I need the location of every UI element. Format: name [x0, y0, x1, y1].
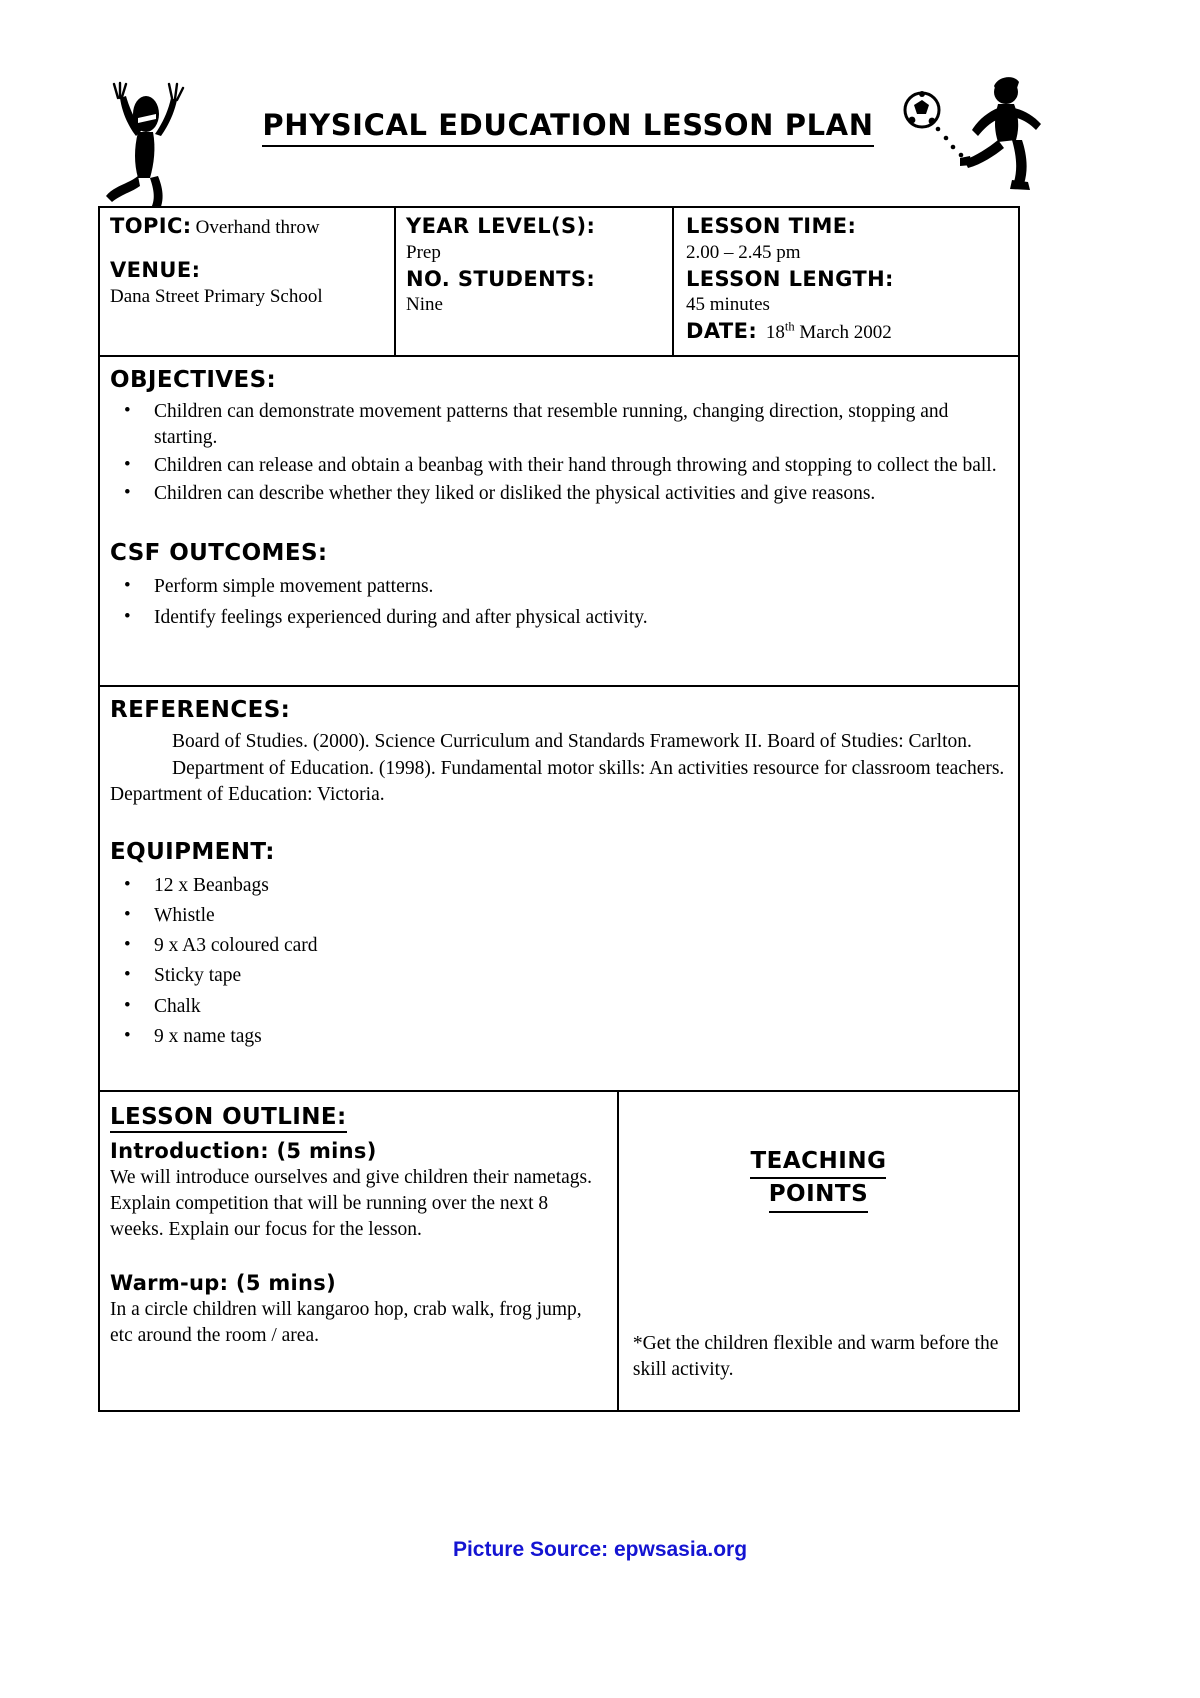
venue-label: VENUE:	[110, 257, 201, 282]
lesson-length-label-wrap	[686, 267, 1008, 292]
no-students-label: NO. STUDENTS:	[406, 266, 596, 291]
equipment-heading: EQUIPMENT:	[110, 838, 275, 865]
page-title	[258, 110, 878, 147]
no-students-value: Nine	[406, 294, 443, 316]
list-item: • 12 x Beanbags	[110, 871, 1008, 901]
topic-field	[110, 214, 384, 240]
teaching-points-heading-line1: TEACHING	[750, 1146, 886, 1179]
spacer	[110, 246, 384, 258]
equipment-list	[110, 871, 1008, 1052]
reference-entry: Board of Studies. (2000). Science Curriculum and Standards Framework II. Board of Studies: Carlton.	[172, 730, 972, 752]
year-level-label-wrap	[406, 214, 662, 239]
date-suffix: th	[784, 319, 795, 334]
picture-source-footer: Picture Source: epwsasia.org	[452, 1538, 748, 1561]
lesson-outline-heading: LESSON OUTLINE:	[110, 1104, 347, 1133]
time-length-date-cell	[672, 208, 1018, 355]
spacer	[110, 637, 1008, 677]
list-item: • Children can describe whether they liked or disliked the physical activities and give reasons.	[110, 481, 1008, 507]
list-item: • 9 x name tags	[110, 1022, 1008, 1052]
objectives-row	[100, 355, 1018, 685]
venue-value-wrap	[110, 285, 384, 309]
csf-outcomes-list	[110, 572, 1008, 632]
jumping-child-icon	[98, 74, 208, 214]
spacer	[110, 1056, 1008, 1082]
outline-section-body: We will introduce ourselves and give children their nametags. Explain competition that will be running over the next 8 weeks. Explain our focus for the lesson.	[110, 1166, 592, 1240]
date-rest: March 2002	[794, 322, 892, 344]
teaching-points-cell	[617, 1092, 1018, 1410]
list-item: • Sticky tape	[110, 961, 1008, 991]
objectives-heading: OBJECTIVES:	[110, 366, 277, 393]
list-item: • Children can demonstrate movement patterns that resemble running, changing direction, stopping and starting.	[110, 399, 1008, 451]
objectives-cell	[100, 357, 1018, 685]
spacer	[110, 809, 1008, 835]
list-item: • Whistle	[110, 901, 1008, 931]
topic-value: Overhand throw	[195, 217, 320, 238]
references-equipment-row	[100, 685, 1018, 1090]
outline-section-title: Warm-up: (5 mins)	[110, 1270, 336, 1295]
lesson-outline-body	[110, 1100, 605, 1400]
spacer	[110, 510, 1008, 536]
references-equipment-cell	[100, 687, 1018, 1090]
outline-row	[100, 1090, 1018, 1410]
lesson-time-label-wrap	[686, 214, 1008, 239]
no-students-value-wrap	[406, 293, 662, 317]
outline-section-body: In a circle children will kangaroo hop, crab walk, frog jump, etc around the room / area.	[110, 1298, 582, 1346]
venue-label-wrap	[110, 258, 384, 283]
teaching-points-heading-line2: POINTS	[769, 1179, 868, 1212]
lesson-time-value-wrap	[686, 241, 1008, 265]
lesson-plan-table	[98, 206, 1020, 1412]
lesson-time-value: 2.00 – 2.45 pm	[686, 241, 801, 263]
lesson-length-value: 45 minutes	[686, 294, 770, 316]
info-row	[100, 208, 1018, 355]
references-heading: REFERENCES:	[110, 696, 291, 723]
year-level-value-wrap	[406, 241, 662, 265]
no-students-label-wrap	[406, 267, 662, 292]
teaching-points-note: *Get the children flexible and warm before the skill activity.	[632, 1332, 999, 1380]
lesson-length-label: LESSON LENGTH:	[686, 266, 894, 291]
teaching-points-heading	[633, 1146, 1004, 1213]
outline-section-title: Introduction: (5 mins)	[110, 1138, 377, 1163]
date-label: DATE:	[686, 319, 758, 344]
year-students-cell	[394, 208, 672, 355]
date-day: 18	[765, 322, 785, 344]
reference-entry: Department of Education. (1998). Fundamental motor skills: An activities resource for classroom teachers. Department of Education: Victoria.	[110, 757, 1005, 805]
lesson-outline-cell	[100, 1092, 617, 1410]
objectives-list	[110, 399, 1008, 507]
list-item: • Children can release and obtain a beanbag with their hand through throwing and stopping to collect the ball.	[110, 453, 1008, 479]
document-header	[98, 62, 1058, 202]
lesson-length-value-wrap	[686, 293, 1008, 317]
list-item: • Identify feelings experienced during and after physical activity.	[110, 603, 1008, 633]
list-item: • 9 x A3 coloured card	[110, 931, 1008, 961]
page-title-text: PHYSICAL EDUCATION LESSON PLAN	[262, 110, 873, 147]
soccer-kicker-icon	[898, 72, 1058, 202]
lesson-time-label: LESSON TIME:	[686, 214, 857, 238]
list-item: • Perform simple movement patterns.	[110, 572, 1008, 602]
topic-venue-cell	[100, 208, 394, 355]
csf-outcomes-heading: CSF OUTCOMES:	[110, 540, 328, 567]
date-value	[761, 319, 892, 344]
venue-value: Dana Street Primary School	[110, 285, 323, 307]
topic-label: TOPIC:	[110, 214, 192, 238]
date-field	[686, 319, 1008, 345]
year-level-label: YEAR LEVEL(S):	[406, 214, 596, 238]
list-item: • Chalk	[110, 992, 1008, 1022]
spacer	[110, 1245, 605, 1271]
year-level-value: Prep	[406, 241, 441, 263]
